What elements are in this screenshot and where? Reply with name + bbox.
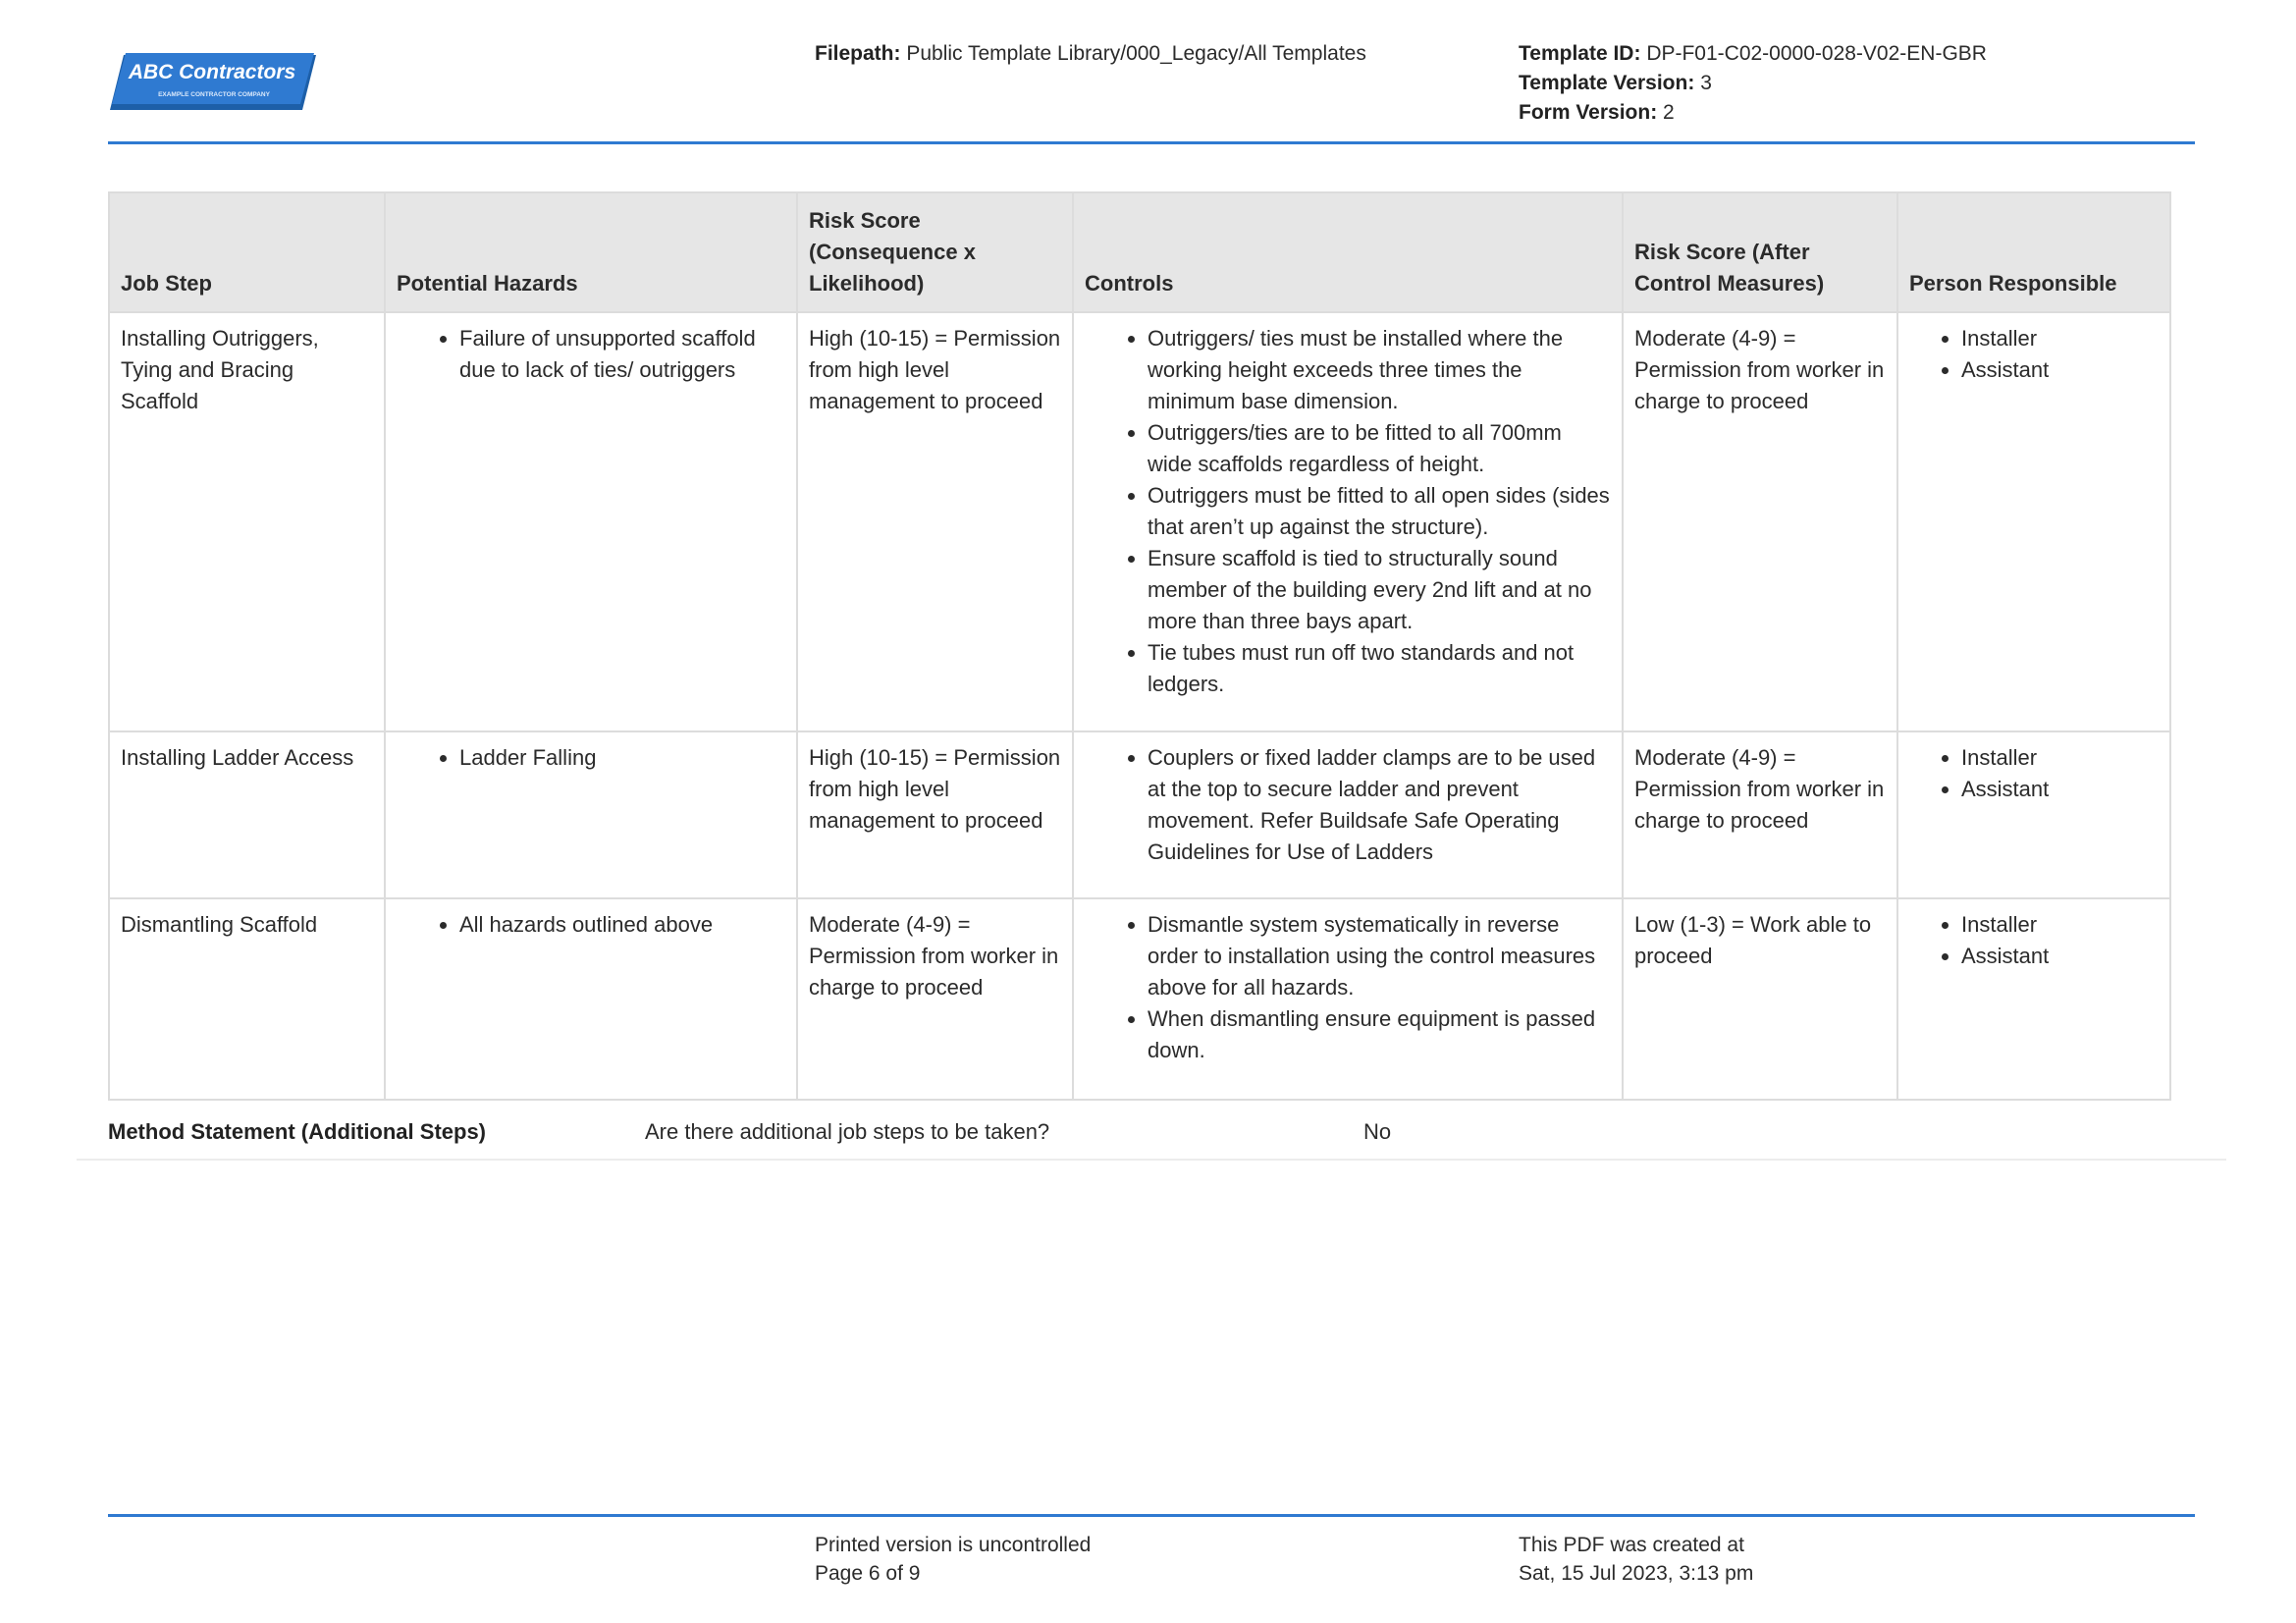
footer-right <box>1519 1531 1753 1588</box>
template-version-label: Template Version: <box>1519 72 1695 94</box>
header-risk-score: Risk Score (Consequence x Likelihood) <box>797 192 1073 312</box>
table-header-row <box>109 192 2170 312</box>
cell-job-step: Dismantling Scaffold <box>109 898 385 1100</box>
list-item: • Installer <box>1961 323 2159 354</box>
cell-risk-score: Moderate (4-9) = Permission from worker in charge to proceed <box>797 898 1073 1100</box>
controls-list <box>1085 323 1611 700</box>
list-item: • Installer <box>1961 909 2159 941</box>
person-list <box>1909 909 2159 972</box>
list-item: • Assistant <box>1961 354 2159 386</box>
template-version-value: 3 <box>1700 72 1712 94</box>
cell-person <box>1897 731 2170 898</box>
filepath-line <box>815 39 1366 69</box>
template-id-line <box>1519 39 1987 69</box>
method-statement-divider <box>77 1159 2226 1161</box>
filepath-block <box>815 39 1366 69</box>
list-item: • Installer <box>1961 742 2159 774</box>
header-risk-after: Risk Score (After Control Measures) <box>1623 192 1897 312</box>
method-statement-question: Are there additional job steps to be taken? <box>645 1119 1050 1144</box>
filepath-value: Public Template Library/000_Legacy/All Templates <box>906 42 1366 65</box>
logo-name: ABC Contractors <box>128 61 296 83</box>
footer-divider <box>108 1514 2195 1517</box>
cell-person <box>1897 312 2170 731</box>
cell-risk-score: High (10-15) = Permission from high level management to proceed <box>797 312 1073 731</box>
form-version-line <box>1519 98 1987 128</box>
cell-risk-after: Moderate (4-9) = Permission from worker in charge to proceed <box>1623 312 1897 731</box>
template-id-label: Template ID: <box>1519 42 1641 65</box>
table-row <box>109 898 2170 1100</box>
controls-list <box>1085 909 1611 1066</box>
cell-risk-after: Moderate (4-9) = Permission from worker in charge to proceed <box>1623 731 1897 898</box>
cell-job-step: Installing Outriggers, Tying and Bracing Scaffold <box>109 312 385 731</box>
list-item: • Ladder Falling <box>459 742 785 774</box>
template-info-block <box>1519 39 1987 128</box>
cell-controls <box>1073 731 1623 898</box>
template-id-value: DP-F01-C02-0000-028-V02-EN-GBR <box>1646 42 1987 65</box>
created-timestamp: Sat, 15 Jul 2023, 3:13 pm <box>1519 1562 1754 1585</box>
table-row <box>109 731 2170 898</box>
list-item: • Assistant <box>1961 774 2159 805</box>
header-potential-hazards: Potential Hazards <box>385 192 797 312</box>
list-item: • Outriggers/ ties must be installed where the working height exceeds three times the minimum base dimension. <box>1148 323 1611 417</box>
table-row <box>109 312 2170 731</box>
list-item: • Couplers or fixed ladder clamps are to be used at the top to secure ladder and prevent movement. Refer Buildsafe Safe Operating Guidelines for Use of Ladders <box>1148 742 1611 868</box>
hazard-list <box>397 742 785 774</box>
cell-person <box>1897 898 2170 1100</box>
cell-job-step: Installing Ladder Access <box>109 731 385 898</box>
page-number: Page 6 of 9 <box>815 1562 921 1585</box>
list-item: • Failure of unsupported scaffold due to lack of ties/ outriggers <box>459 323 785 386</box>
person-list <box>1909 323 2159 386</box>
list-item: • Outriggers must be fitted to all open sides (sides that aren’t up against the structure). <box>1148 480 1611 543</box>
company-logo-graphic <box>110 53 316 112</box>
header-divider <box>108 141 2195 144</box>
list-item: • Tie tubes must run off two standards and not ledgers. <box>1148 637 1611 700</box>
form-version-value: 2 <box>1663 101 1675 124</box>
method-statement-label: Method Statement (Additional Steps) <box>108 1119 486 1144</box>
list-item: • Ensure scaffold is tied to structurally sound member of the building every 2nd lift and at no more than three bays apart. <box>1148 543 1611 637</box>
job-safety-table <box>108 191 2171 1101</box>
cell-controls <box>1073 312 1623 731</box>
person-list <box>1909 742 2159 805</box>
company-logo <box>110 53 316 112</box>
form-version-label: Form Version: <box>1519 101 1658 124</box>
cell-risk-after: Low (1-3) = Work able to proceed <box>1623 898 1897 1100</box>
cell-controls <box>1073 898 1623 1100</box>
list-item: • All hazards outlined above <box>459 909 785 941</box>
template-version-line <box>1519 69 1987 98</box>
header-job-step: Job Step <box>109 192 385 312</box>
cell-hazards <box>385 731 797 898</box>
filepath-label: Filepath: <box>815 42 901 65</box>
controls-list <box>1085 742 1611 868</box>
method-statement-answer: No <box>1363 1119 1392 1144</box>
hazard-list <box>397 323 785 386</box>
header-person-responsible: Person Responsible <box>1897 192 2170 312</box>
header-controls: Controls <box>1073 192 1623 312</box>
list-item: • Outriggers/ties are to be fitted to all 700mm wide scaffolds regardless of height. <box>1148 417 1611 480</box>
list-item: • Assistant <box>1961 941 2159 972</box>
cell-hazards <box>385 898 797 1100</box>
cell-risk-score: High (10-15) = Permission from high level management to proceed <box>797 731 1073 898</box>
created-label: This PDF was created at <box>1519 1534 1744 1556</box>
logo-tagline: EXAMPLE CONTRACTOR COMPANY <box>158 91 270 98</box>
cell-hazards <box>385 312 797 731</box>
hazard-list <box>397 909 785 941</box>
footer-center <box>815 1531 1091 1588</box>
list-item: • When dismantling ensure equipment is passed down. <box>1148 1003 1611 1066</box>
list-item: • Dismantle system systematically in reverse order to installation using the control measures above for all hazards. <box>1148 909 1611 1003</box>
uncontrolled-notice: Printed version is uncontrolled <box>815 1534 1092 1556</box>
